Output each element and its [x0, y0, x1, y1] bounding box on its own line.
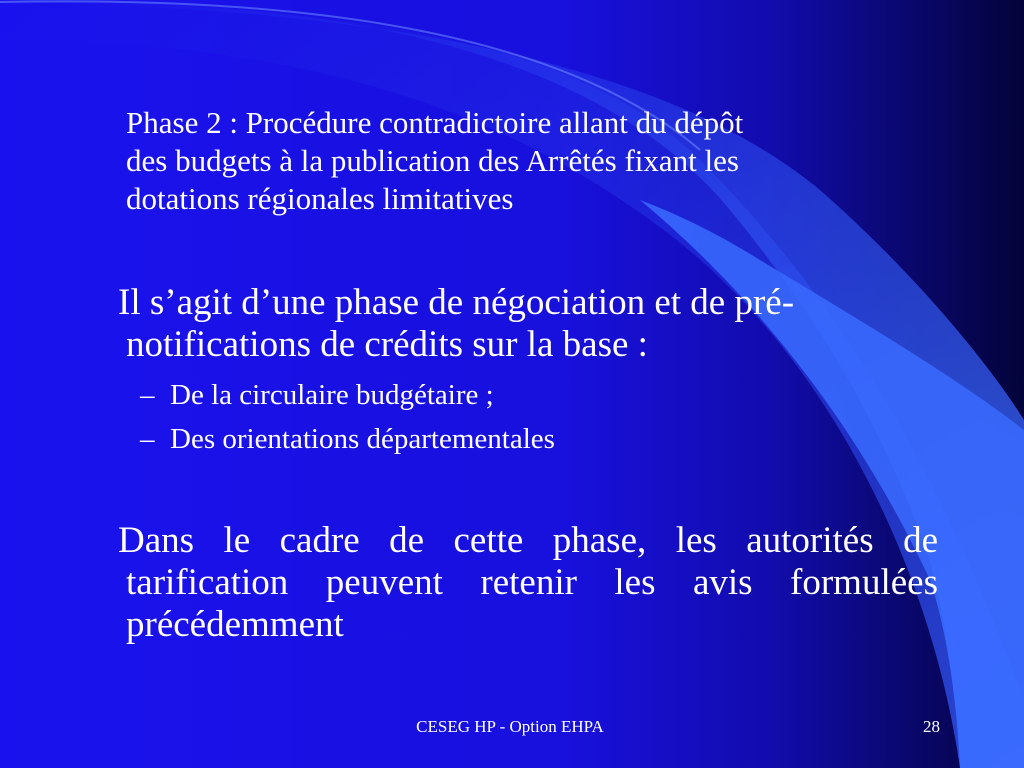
intro-line: des budgets à la publication des Arrêtés fixant les: [126, 143, 739, 178]
negotiation-line: notifications de crédits sur la base :: [126, 324, 648, 365]
intro-line: Phase 2 : Procédure contradictoire allant du dépôt: [126, 105, 744, 140]
dash-bullet: –: [140, 423, 155, 455]
page-number: 28: [923, 717, 940, 736]
negotiation-line: Il s’agit d’une phase de négociation et de pré-: [118, 282, 795, 323]
sub-item-text: Des orientations départementales: [170, 423, 555, 455]
sub-item-text: De la circulaire budgétaire ;: [170, 379, 494, 411]
sub-item: [140, 422, 555, 456]
sub-item: [140, 378, 494, 412]
closing-line: Dans le cadre de cette phase, les autorités de: [118, 520, 938, 561]
negotiation-paragraph: [118, 282, 948, 366]
closing-paragraph: [118, 520, 938, 646]
intro-paragraph: [126, 104, 936, 218]
intro-line: dotations régionales limitatives: [126, 181, 514, 216]
closing-line: précédemment: [126, 604, 344, 645]
dash-bullet: –: [140, 379, 155, 411]
closing-line: tarification peuvent retenir les avis formulées: [126, 562, 938, 603]
footer-title: CESEG HP - Option EHPA: [416, 717, 604, 736]
